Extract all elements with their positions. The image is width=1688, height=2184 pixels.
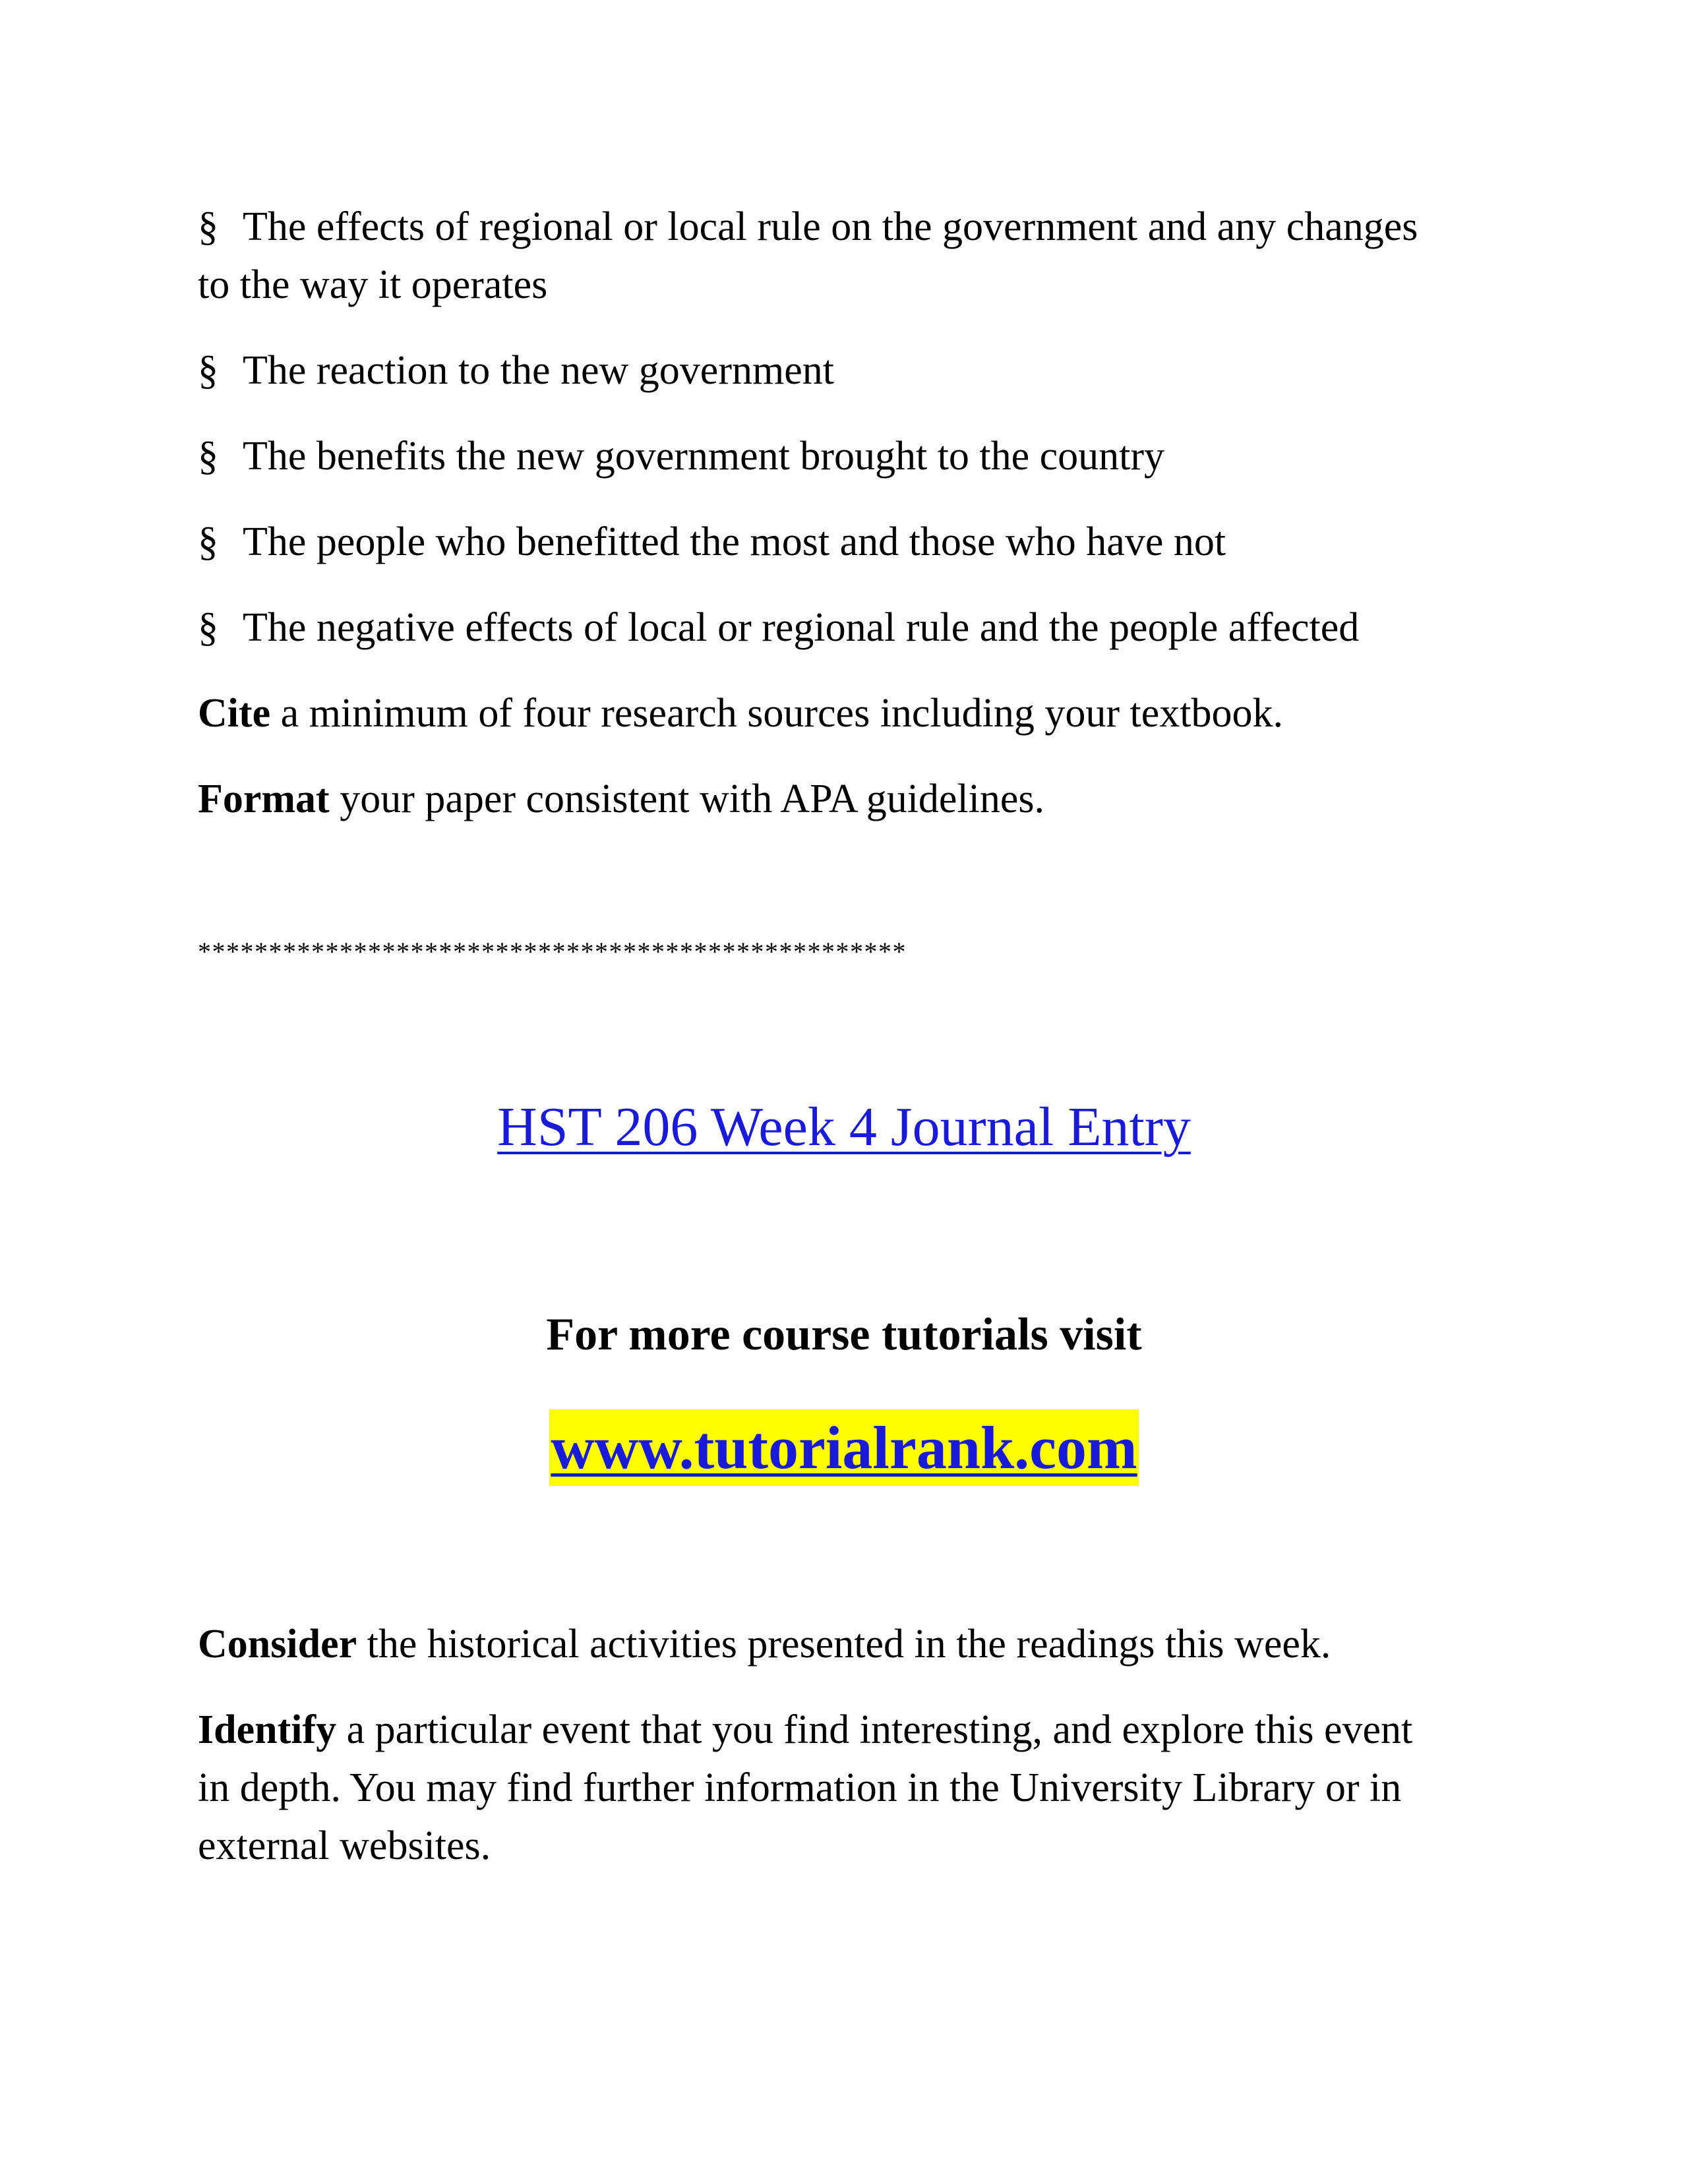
bullet-text: The effects of regional or local rule on the government and any changes to the way it operates <box>198 204 1418 307</box>
cite-keyword: Cite <box>198 691 271 736</box>
separator-line: ************************************************** <box>198 937 907 966</box>
section-sign-icon: § <box>198 204 218 249</box>
consider-text: the historical activities presented in the readings this week. <box>357 1622 1331 1667</box>
promo-text: For more course tutorials visit <box>546 1309 1142 1360</box>
cite-text: a minimum of four research sources including your textbook. <box>270 691 1284 736</box>
journal-entry-link[interactable]: HST 206 Week 4 Journal Entry <box>497 1096 1191 1158</box>
identify-keyword: Identify <box>198 1707 337 1752</box>
bullet-item-5 <box>198 599 1517 657</box>
format-text: your paper consistent with APA guidelines. <box>329 777 1045 821</box>
bullet-item-1 <box>198 198 1451 314</box>
format-instruction <box>198 770 1517 828</box>
section-sign-icon: § <box>198 605 218 650</box>
consider-keyword: Consider <box>198 1622 357 1667</box>
bullet-text: The people who benefitted the most and those who have not <box>243 519 1226 564</box>
section-sign-icon: § <box>198 519 218 564</box>
section-sign-icon: § <box>198 434 218 479</box>
format-keyword: Format <box>198 777 330 821</box>
bullet-item-4 <box>198 513 1517 571</box>
bullet-item-3 <box>198 427 1517 485</box>
identify-text: a particular event that you find interesting, and explore this event in depth. You may find further information in the University Library or in external websites. <box>198 1707 1413 1868</box>
cite-instruction <box>198 684 1517 742</box>
bullet-text: The benefits the new government brought to the country <box>243 434 1165 479</box>
consider-instruction <box>198 1615 1517 1673</box>
tutorialrank-link[interactable]: www.tutorialrank.com <box>549 1409 1138 1486</box>
bullet-text: The negative effects of local or regional rule and the people affected <box>243 605 1360 650</box>
section-sign-icon: § <box>198 348 218 393</box>
bullet-text: The reaction to the new government <box>243 348 834 393</box>
identify-instruction <box>198 1701 1451 1875</box>
bullet-item-2 <box>198 341 1517 399</box>
promo-url-container <box>0 1409 1688 1486</box>
